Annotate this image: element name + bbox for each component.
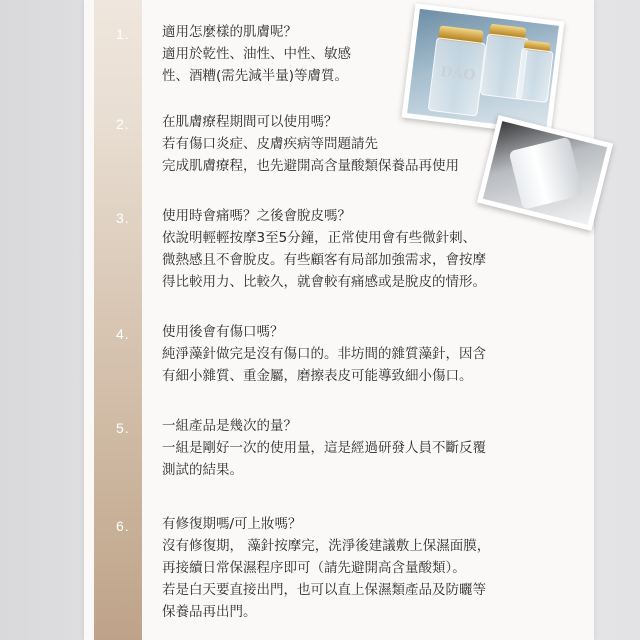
- faq-question-4: 使用後會有傷口嗎？: [162, 324, 284, 340]
- faq-question-5: 一組產品是幾次的量？: [162, 418, 297, 434]
- faq-question-1: 適用怎麼樣的肌膚呢？: [162, 24, 297, 40]
- faq-question-3: 使用時會痛嗎？之後會脫皮嗎？: [162, 208, 351, 224]
- faq-number-5: 5.: [116, 420, 130, 436]
- faq-number-4: 4.: [116, 326, 130, 342]
- vial-label: DAO: [439, 63, 477, 85]
- faq-question-6: 有修復期嗎/可上妝嗎？: [162, 516, 302, 532]
- product-vials-photo: [402, 3, 565, 135]
- faq-item-3: [162, 205, 522, 293]
- faq-answer-line: 微熱感且不會脫皮。有些顧客有局部加強需求，會按摩: [162, 252, 486, 268]
- faq-answer-line: 適用於乾性、油性、中性、敏感: [162, 46, 351, 62]
- faq-answer-line: 若是白天要直接出門，也可以直上保濕類產品及防曬等: [162, 582, 486, 598]
- faq-answer-line: 再接續日常保濕程序即可（請先避開高含量酸類）。: [162, 560, 466, 576]
- faq-item-6: [162, 513, 522, 623]
- faq-number-6: 6.: [116, 518, 130, 534]
- faq-item-4: [162, 321, 522, 387]
- faq-answer-line: 完成肌膚療程，也先避開高含量酸類保養品再使用: [162, 158, 459, 174]
- faq-answer-line: 沒有修復期， 藻針按摩完，洗淨後建議敷上保濕面膜，: [162, 538, 491, 554]
- faq-number-1: 1.: [116, 26, 130, 42]
- faq-answer-line: 若有傷口炎症、皮膚疾病等問題請先: [162, 136, 378, 152]
- faq-answer-line: 依說明輕輕按摩3至5分鐘，正常使用會有些微針刺、: [162, 230, 477, 246]
- faq-answer-line: 測試的結果。: [162, 462, 243, 478]
- faq-number-3: 3.: [116, 210, 130, 226]
- faq-answer-line: 保養品再出門。: [162, 604, 257, 620]
- faq-number-2: 2.: [116, 116, 130, 132]
- faq-answer-line: 有細小雜質、重金屬，磨擦表皮可能導致細小傷口。: [162, 368, 473, 384]
- faq-answer-line: 一組是剛好一次的使用量，這是經過研發人員不斷反覆: [162, 440, 486, 456]
- vials-image: [407, 9, 559, 130]
- faq-answer-line: 得比較用力、比較久，就會較有痛感或是脫皮的情形。: [162, 274, 486, 290]
- faq-item-5: [162, 415, 522, 481]
- faq-answer-line: 純淨藻針做完是沒有傷口的。非坊間的雜質藻針，因含: [162, 346, 486, 362]
- vial: [516, 48, 554, 104]
- bottle: [509, 137, 584, 210]
- faq-answer-line: 性、酒糟(需先減半量)等膚質。: [162, 68, 349, 84]
- number-stripe: [94, 0, 142, 640]
- faq-question-2: 在肌膚療程期間可以使用嗎？: [162, 114, 338, 130]
